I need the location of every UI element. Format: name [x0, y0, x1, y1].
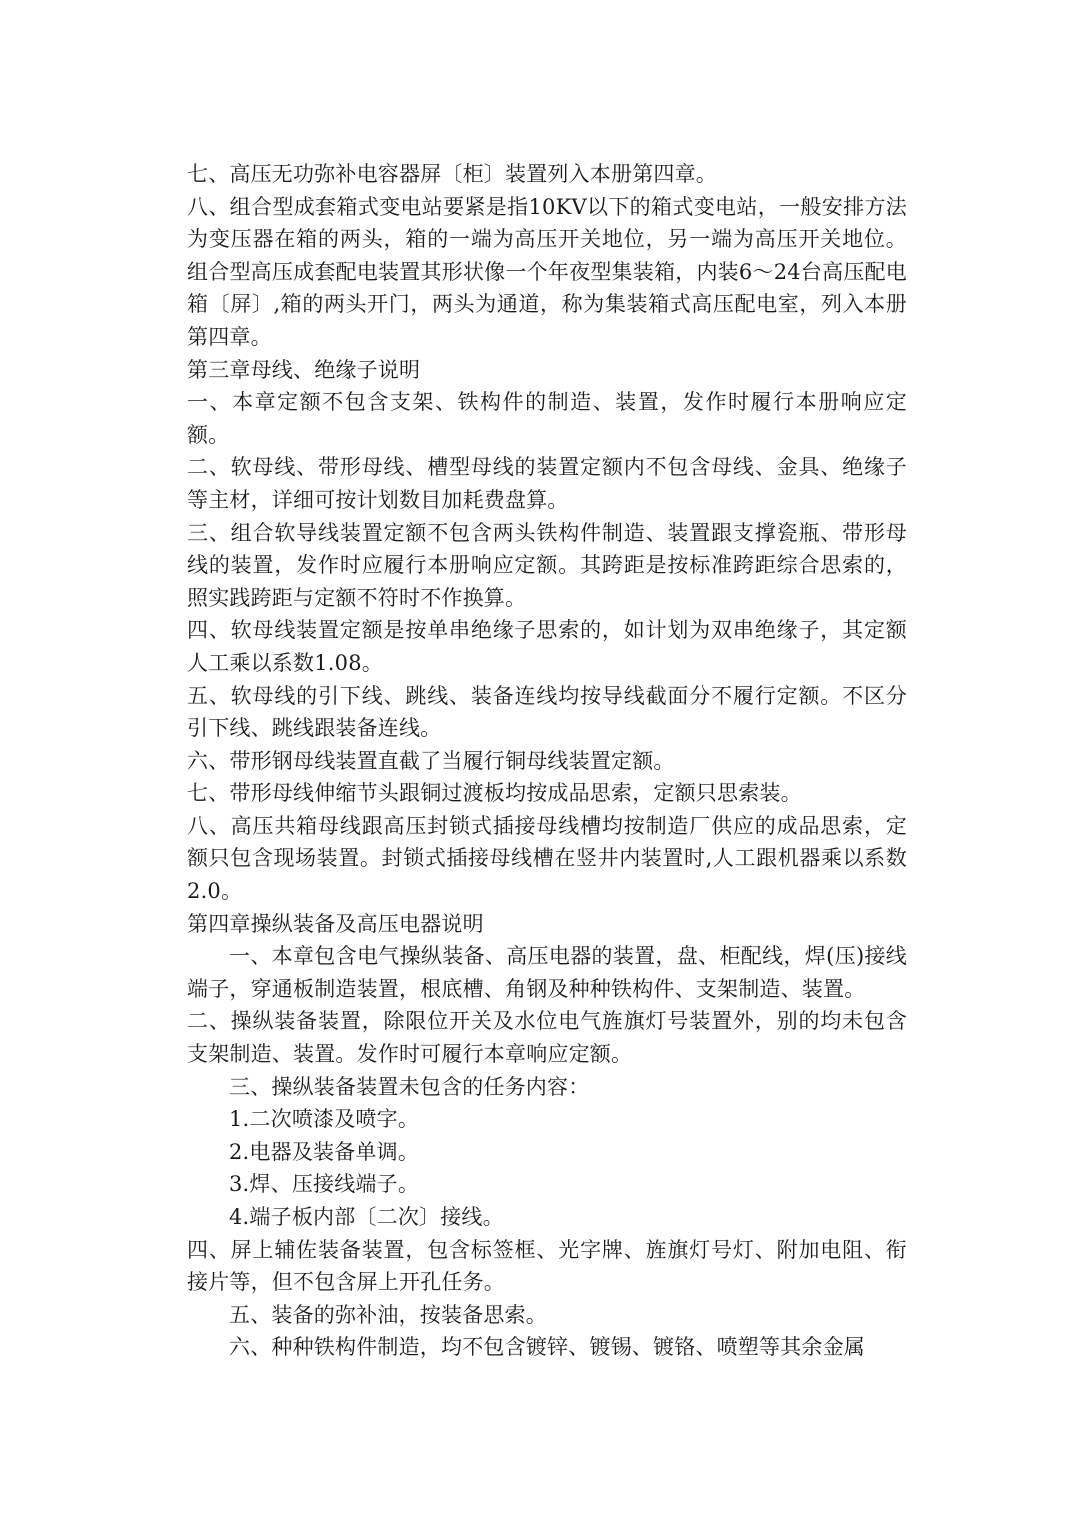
chapter-3-heading: 第三章母线、绝缘子说明: [187, 357, 421, 382]
paragraph-5: 三、组合软导线装置定额不包含两头铁构件制造、装置跟支撑瓷瓶、带形母线的装置，发作时应履行本册响应定额。其跨距是按标准跨距综合思索的，照实践跨距与定额不符时不作换算。: [187, 520, 907, 610]
paragraph-4: 二、软母线、带形母线、槽型母线的装置定额内不包含母线、金具、绝缘子等主材，详细可按计划数目加耗费盘算。: [187, 455, 907, 512]
paragraph-9: 七、带形母线伸缩节头跟铜过渡板均按成品思索，定额只思索装。: [187, 781, 802, 806]
list-item-2: 2.电器及装备单调。: [229, 1139, 420, 1164]
paragraph-12: 一、本章包含电气操纵装备、高压电器的装置，盘、柜配线，焊(压)接线端子，穿通板制造装置，根底槽、角钢及种种铁构件、支架制造、装置。: [187, 944, 907, 1001]
list-item-1: 1.二次喷漆及喷字。: [229, 1107, 420, 1132]
paragraph-10: 八、高压共箱母线跟高压封锁式插接母线槽均按制造厂供应的成品思索，定额只包含现场装置。封锁式插接母线槽在竖井内装置时,人工跟机器乘以系数2.0。: [187, 813, 907, 904]
paragraph-6: 四、软母线装置定额是按单串绝缘子思索的，如计划为双串绝缘子，其定额人工乘以系数1.08。: [187, 618, 907, 675]
paragraph-3: 一、本章定额不包含支架、铁构件的制造、装置，发作时履行本册响应定额。: [187, 390, 907, 447]
list-item-3: 3.焊、压接线端子。: [229, 1172, 420, 1197]
paragraph-8: 六、带形钢母线装置直截了当履行铜母线装置定额。: [187, 748, 675, 773]
paragraph-21: 六、种种铁构件制造，均不包含镀锌、镀锡、镀铬、喷塑等其余金属: [229, 1335, 865, 1360]
document-body: [187, 158, 907, 1364]
paragraph-14: 三、操纵装备装置未包含的任务内容：: [229, 1074, 590, 1099]
list-item-4: 4.端子板内部〔二次〕接线。: [229, 1205, 504, 1229]
paragraph-1: 八、组合型成套箱式变电站要紧是指10KV以下的箱式变电站，一般安排方法为变压器在箱的两头，箱的一端为高压开关地位，另一端为高压开关地位。组合型高压成套配电装置其形状像一个年夜型集装箱，内装6～24台高压配电箱〔屏〕,箱的两头开门，两头为通道，称为集装箱式高压配电室，列入本册第四章。: [187, 194, 907, 349]
chapter-4-heading: 第四章操纵装备及高压电器说明: [187, 911, 484, 936]
paragraph-7: 五、软母线的引下线、跳线、装备连线均按导线截面分不履行定额。不区分引下线、跳线跟装备连线。: [187, 683, 907, 741]
paragraph-13: 二、操纵装备装置，除限位开关及水位电气旌旗灯号装置外，别的均未包含支架制造、装置。发作时可履行本章响应定额。: [187, 1009, 907, 1067]
paragraph-19: 四、屏上辅佐装备装置，包含标签框、光字牌、旌旗灯号灯、附加电阻、衔接片等，但不包含屏上开孔任务。: [187, 1237, 907, 1295]
paragraph-0: 七、高压无功弥补电容器屏〔柜〕装置列入本册第四章。: [187, 162, 717, 186]
paragraph-20: 五、装备的弥补油，按装备思索。: [229, 1302, 547, 1327]
